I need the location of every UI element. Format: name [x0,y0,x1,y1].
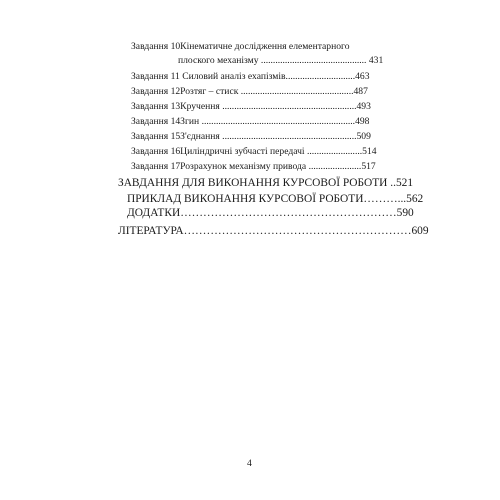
toc-entry-task-13: Завдання 13Кручення ........................................................493 [131,101,371,112]
toc-entry-task-10-line2: плоского механізму ............................................ 431 [178,55,384,66]
toc-section-coursework-tasks: ЗАВДАННЯ ДЛЯ ВИКОНАННЯ КУРСОВОЇ РОБОТИ ..521 [118,177,414,189]
toc-entry-task-14: Завдання 14Згин ................................................................498 [131,116,370,127]
toc-section-literature: ЛІТЕРАТУРА……………………………………………………609 [118,225,429,237]
toc-entry-task-11: Завдання 11 Силовий аналіз ехапізмів.............................463 [131,71,370,82]
toc-entry-task-17: Завдання 17Розрахунок механізму привода ......................517 [131,161,376,172]
toc-section-coursework-example: ПРИКЛАД ВИКОНАННЯ КУРСОВОЇ РОБОТИ………...562 [127,193,424,205]
toc-entry-task-12: Завдання 12Розтяг – стиск ...............................................487 [131,86,368,97]
toc-section-appendices: ДОДАТКИ…………………………………………………590 [127,207,414,219]
page-number: 4 [247,458,252,469]
toc-entry-task-10-line1: Завдання 10Кінематичне дослідження елементарного [131,41,350,52]
toc-entry-task-16: Завдання 16Циліндричні зубчасті передачі .......................514 [131,146,377,157]
toc-entry-task-15: Завдання 15З'єднання ........................................................509 [131,131,371,142]
